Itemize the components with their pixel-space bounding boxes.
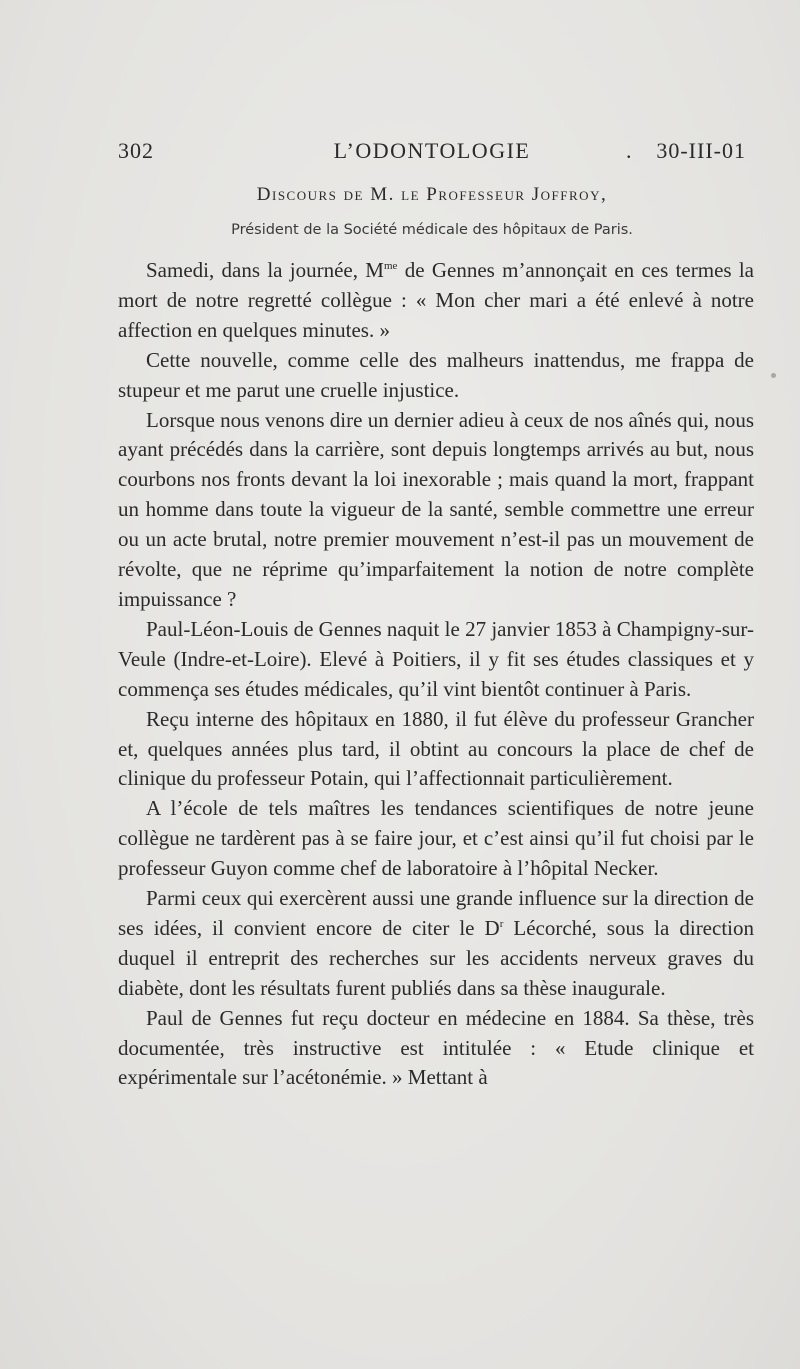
journal-title: L’ODONTOLOGIE . bbox=[333, 138, 633, 163]
page-number: 302 bbox=[118, 138, 154, 163]
paragraph-3: Lorsque nous venons dire un dernier adieu à ceux de nos aînés qui, nous ayant précédés dans la carrière, sont depuis longtemps arrivés au but, nous courbons nos fronts devant la loi inexorable ; mais quand la mort, frappant un homme dans toute la vigueur de la santé, semble commettre une erreur ou un acte brutal, notre premier mouvement n’est-il pas un mouvement de révolte, que ne réprime qu’imparfaitement la notion de notre complète impuissance ? bbox=[118, 407, 754, 611]
running-head-separator: . bbox=[626, 138, 633, 163]
section-heading: Discours de M. le Professeur Joffroy, bbox=[256, 184, 608, 205]
paragraph-1: Samedi, dans la journée, $M^{me}$ de Gennes m’annonçait en ces termes la mort de notre regretté collègue : « Mon cher mari a été enlevé à notre affection en quelques minutes. » bbox=[118, 258, 755, 342]
paragraph-4: Paul-Léon-Louis de Gennes naquit le 27 janvier 1853 à Champigny-sur-Veule (Indre-et-Loire). Elevé à Poitiers, il y fit ses études classiques et y commença ses études médicales, qu’il vint bientôt continuer à Paris. bbox=[118, 616, 754, 701]
paragraph-2: Cette nouvelle, comme celle des malheurs inattendus, me frappa de stupeur et me parut une cruelle injustice. bbox=[118, 347, 754, 402]
paragraph-6: A l’école de tels maîtres les tendances scientifiques de notre jeune collègue ne tardèrent pas à se faire jour, et c’est ainsi qu’il fut choisi par le professeur Guyon comme chef de laboratoire à l’hôpital Necker. bbox=[118, 796, 754, 881]
section-subheading: Président de la Société médicale des hôpitaux de Paris. bbox=[231, 222, 633, 238]
running-head bbox=[118, 138, 746, 170]
ink-smudge bbox=[771, 373, 776, 378]
paragraph-8: Paul de Gennes fut reçu docteur en médecine en 1884. Sa thèse, très documentée, très instructive est intitulée : « Etude clinique et expérimentale sur l’acétonémie. » Mettant à bbox=[118, 1005, 754, 1090]
issue-date: 30-III-01 bbox=[656, 138, 746, 163]
paragraph-7: Parmi ceux qui exercèrent aussi une grande influence sur la direction de ses idées, il convient encore de citer le $D^r$ Lécorché, sous la direction duquel il entreprit des recherches sur les accidents nerveux graves du diabète, dont les résultats furent publiés dans sa thèse inaugurale. bbox=[118, 886, 754, 1000]
body-text bbox=[118, 256, 754, 1093]
superscript-me: me bbox=[383, 260, 398, 272]
superscript-r: r bbox=[499, 917, 504, 930]
paragraph-5: Reçu interne des hôpitaux en 1880, il fut élève du professeur Grancher et, quelques années plus tard, il obtint au concours la place de chef de clinique du professeur Potain, qui l’affectionnait particulièrement. bbox=[118, 706, 754, 791]
